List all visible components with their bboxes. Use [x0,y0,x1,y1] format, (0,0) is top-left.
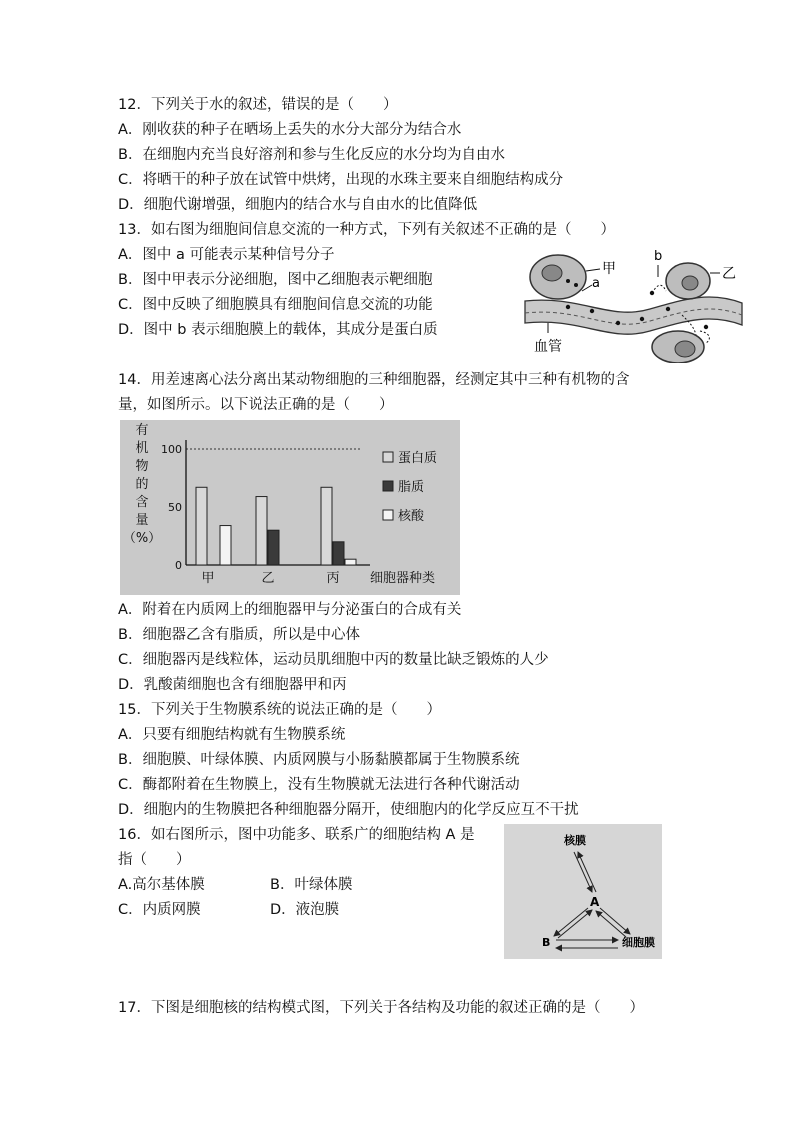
q14-option-b: B．细胞器乙含有脂质，所以是中心体 [118,627,360,643]
y-axis-label-char: 有 [135,423,149,438]
q13-option-b: B．图中甲表示分泌细胞，图中乙细胞表示靶细胞 [118,272,433,288]
y-tick-label: 50 [168,501,182,514]
y-axis-label-char: 机 [135,441,149,456]
legend-swatch [383,481,393,491]
q16-stem-line2: 指（ ） [118,852,191,868]
q15-option-b: B．细胞膜、叶绿体膜、内质网膜与小肠黏膜都属于生物膜系统 [118,752,520,768]
q15-option-a: A．只要有细胞结构就有生物膜系统 [118,727,346,743]
label-nuclear-membrane: 核膜 [564,834,586,847]
label-jia: 甲 [602,261,616,277]
label-vessel: 血管 [534,339,562,355]
q12-option-c: C．将晒干的种子放在试管中烘烤，出现的水珠主要来自细胞结构成分 [118,172,564,188]
q17-stem: 17．下图是细胞核的结构模式图，下列关于各结构及功能的叙述正确的是（ ） [118,1000,644,1016]
x-axis-label: 细胞器种类 [370,571,436,586]
y-tick-label: 100 [161,443,182,456]
q14-option-d: D．乳酸菌细胞也含有细胞器甲和丙 [118,677,347,693]
bar-2-3 [333,542,344,565]
q12-option-a: A．刚收获的种子在晒场上丢失的水分大部分为结合水 [118,122,462,138]
bar-3-1 [220,526,231,565]
y-axis-label-char: 含 [135,495,149,510]
y-axis-label-char: （%） [122,531,162,546]
bar-1-1 [196,487,207,565]
bar-3-3 [345,559,356,565]
y-axis-label [123,423,161,546]
x-category-label: 甲 [201,571,215,586]
q14-stem-line1: 14．用差速离心法分离出某动物细胞的三种细胞器，经测定其中三种有机物的含 [118,372,630,388]
bar-1-3 [321,487,332,565]
q16-option-a: A.高尔基体膜 [118,877,205,893]
legend-swatch [383,510,393,520]
x-category-label: 乙 [261,571,275,586]
organelle-composition-chart [120,420,460,595]
cell-signaling-figure [520,243,750,363]
q13-option-d: D．图中 b 表示细胞膜上的载体，其成分是蛋白质 [118,322,438,338]
membrane-system-figure [504,824,662,959]
y-axis-label-char: 物 [135,459,149,474]
q14-option-a: A．附着在内质网上的细胞器甲与分泌蛋白的合成有关 [118,602,462,618]
legend [383,451,437,524]
q16-option-d: D．液泡膜 [270,902,340,918]
q15-option-c: C．酶都附着在生物膜上，没有生物膜就无法进行各种代谢活动 [118,777,520,793]
label-a: a [592,276,600,291]
q12-option-d: D．细胞代谢增强，细胞内的结合水与自由水的比值降低 [118,197,478,213]
y-axis-label-char: 的 [135,477,149,492]
legend-label: 核酸 [398,509,425,524]
q16-option-c: C．内质网膜 [118,902,201,918]
y-tick-label: 0 [175,559,182,572]
legend-label: 脂质 [398,480,425,495]
bar-1-2 [256,497,267,565]
label-b: b [654,249,663,264]
q14-stem-line2: 量，如图所示。以下说法正确的是（ ） [118,397,394,413]
q12-option-b: B．在细胞内充当良好溶剂和参与生化反应的水分均为自由水 [118,147,505,163]
x-category-label: 丙 [326,571,340,586]
label-yi: 乙 [722,266,736,282]
legend-swatch [383,452,393,462]
q13-option-a: A．图中 a 可能表示某种信号分子 [118,247,335,263]
label-structure-a: A [590,895,600,909]
bar-2-2 [268,530,279,565]
legend-label: 蛋白质 [398,451,438,466]
q14-option-c: C．细胞器丙是线粒体，运动员肌细胞中丙的数量比缺乏锻炼的人少 [118,652,549,668]
y-axis-label-char: 量 [135,513,149,528]
q15-stem: 15．下列关于生物膜系统的说法正确的是（ ） [118,702,441,718]
q12-stem: 12．下列关于水的叙述，错误的是（ ） [118,97,398,113]
label-structure-b: B [542,936,551,949]
q15-option-d: D．细胞内的生物膜把各种细胞器分隔开，使细胞内的化学反应互不干扰 [118,802,579,818]
q13-stem: 13．如右图为细胞间信息交流的一种方式，下列有关叙述不正确的是（ ） [118,222,615,238]
q13-option-c: C．图中反映了细胞膜具有细胞间信息交流的功能 [118,297,433,313]
q16-option-b: B．叶绿体膜 [270,877,353,893]
label-cell-membrane: 细胞膜 [622,936,655,949]
q16-stem-line1: 16．如右图所示，图中功能多、联系广的细胞结构 A 是 [118,827,475,843]
